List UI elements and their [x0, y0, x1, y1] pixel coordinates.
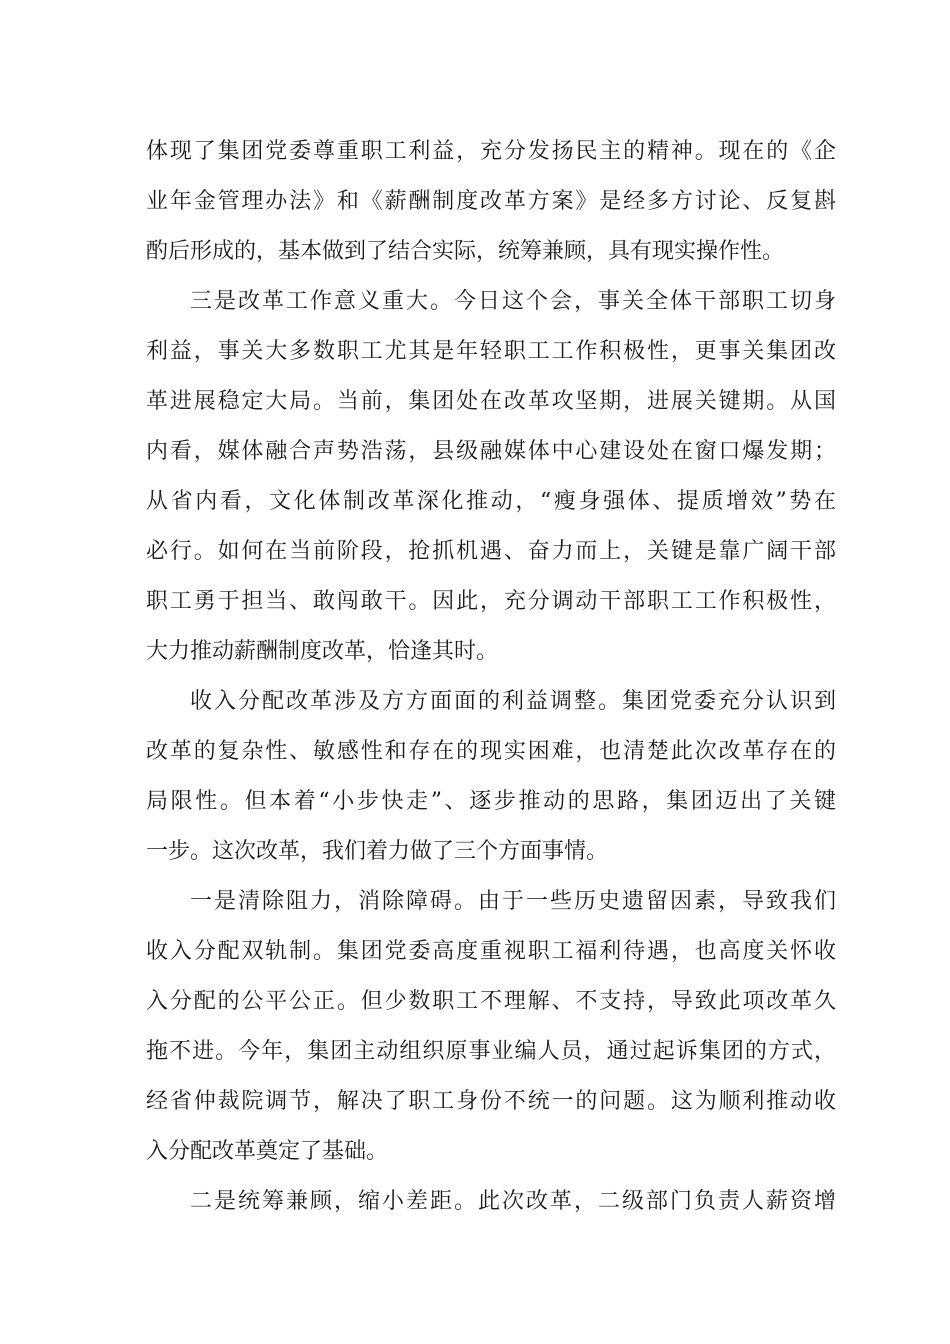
text-line: 改革的复杂性、敏感性和存在的现实困难，也清楚此次改革存在的: [146, 739, 836, 764]
text-line: 业年金管理办法》和《薪酬制度改革方案》是经多方讨论、反复斟: [146, 189, 836, 214]
text-line: 体现了集团党委尊重职工利益，充分发扬民主的精神。现在的《企: [146, 139, 836, 164]
text-line: 从省内看，文化体制改革深化推动，“瘦身强体、提质增效”势在: [146, 489, 836, 514]
text-line: 三是改革工作意义重大。今日这个会，事关全体干部职工切身: [190, 289, 836, 314]
text-line: 局限性。但本着“小步快走”、逐步推动的思路，集团迈出了关键: [146, 789, 836, 814]
text-line: 经省仲裁院调节，解决了职工身份不统一的问题。这为顺利推动收: [146, 1089, 836, 1114]
text-line: 入分配改革奠定了基础。: [146, 1139, 389, 1164]
text-line: 酌后形成的，基本做到了结合实际，统筹兼顾，具有现实操作性。: [146, 239, 785, 264]
text-line: 利益，事关大多数职工尤其是年轻职工工作积极性，更事关集团改: [146, 339, 836, 364]
text-line: 一步。这次改革，我们着力做了三个方面事情。: [146, 839, 609, 864]
text-line: 职工勇于担当、敢闯敢干。因此，充分调动干部职工工作积极性，: [146, 589, 836, 614]
text-line: 入分配的公平公正。但少数职工不理解、不支持，导致此项改革久: [146, 989, 836, 1014]
text-line: 一是清除阻力，消除障碍。由于一些历史遗留因素，导致我们: [190, 889, 836, 914]
text-line: 收入分配改革涉及方方面面的利益调整。集团党委充分认识到: [190, 689, 836, 714]
text-line: 拖不进。今年，集团主动组织原事业编人员，通过起诉集团的方式，: [146, 1039, 836, 1064]
text-line: 内看，媒体融合声势浩荡，县级融媒体中心建设处在窗口爆发期；: [146, 439, 836, 464]
text-line: 收入分配双轨制。集团党委高度重视职工福利待遇，也高度关怀收: [146, 939, 836, 964]
document-body: [146, 127, 836, 1227]
text-line: 革进展稳定大局。当前，集团处在改革攻坚期，进展关键期。从国: [146, 389, 836, 414]
text-line: 二是统筹兼顾，缩小差距。此次改革，二级部门负责人薪资增: [190, 1189, 836, 1214]
text-line: 必行。如何在当前阶段，抢抓机遇、奋力而上，关键是靠广阔干部: [146, 539, 836, 564]
text-line: 大力推动薪酬制度改革，恰逢其时。: [146, 639, 499, 664]
